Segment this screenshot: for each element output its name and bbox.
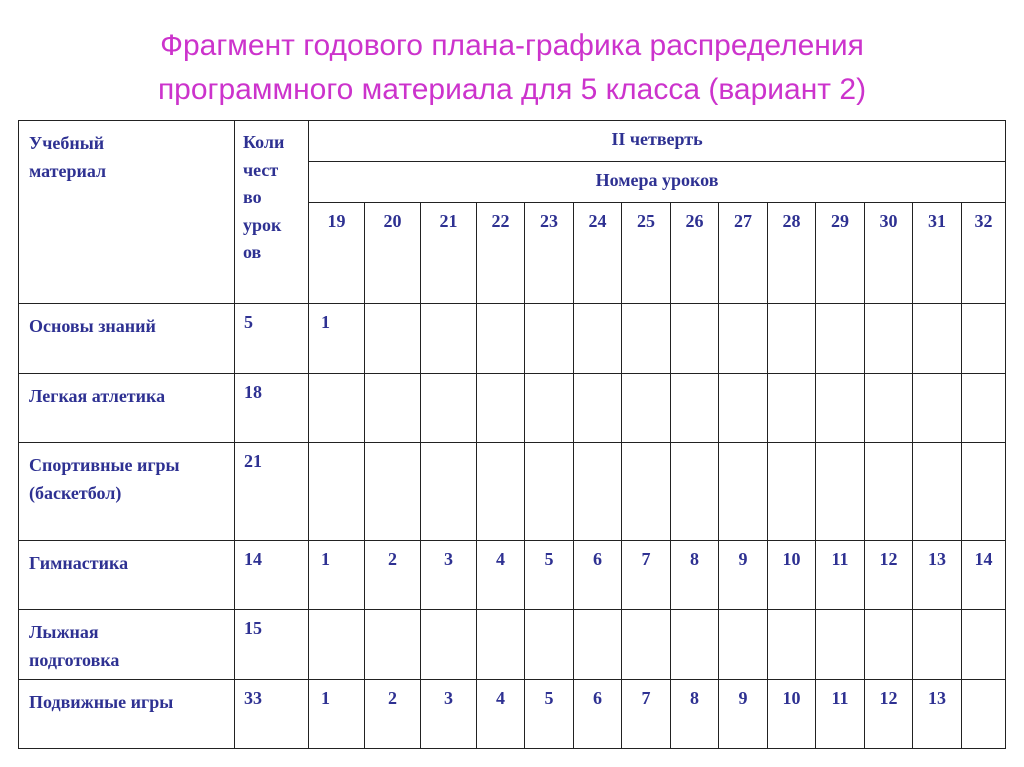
lesson-cell [421,304,477,374]
material-cell [19,443,235,541]
header-quarter: II четверть [309,121,1006,162]
lesson-cell [816,304,865,374]
lesson-cell [574,610,622,680]
lesson-cell [865,374,913,443]
lesson-cell: 2 [365,680,421,749]
lesson-number-cell: 28 [768,203,816,304]
material-line: Лыжная [29,622,99,642]
lesson-cell [477,304,525,374]
header-material-line: Учебный [29,133,105,153]
lesson-cell [365,304,421,374]
lesson-cell: 9 [719,680,768,749]
lesson-cell [622,304,671,374]
material-line: Гимнастика [29,553,129,573]
lesson-cell [816,443,865,541]
lesson-cell [525,374,574,443]
lesson-cell: 8 [671,541,719,610]
lesson-number-cell: 31 [913,203,962,304]
lesson-cell [962,443,1006,541]
lesson-cell [365,443,421,541]
lesson-number-cell: 32 [962,203,1006,304]
lesson-cell [719,374,768,443]
table-row [19,443,1006,541]
lesson-cell [913,610,962,680]
material-cell [19,680,235,749]
lesson-cell: 2 [365,541,421,610]
lesson-cell [768,374,816,443]
lesson-cell [574,304,622,374]
lesson-cell: 7 [622,680,671,749]
table-row [19,374,1006,443]
lesson-cell [309,443,365,541]
material-cell [19,610,235,680]
lesson-cell: 8 [671,680,719,749]
lesson-number-cell: 24 [574,203,622,304]
plan-table [18,120,1006,749]
lesson-cell: 5 [525,680,574,749]
lesson-cell [525,610,574,680]
lesson-cell: 14 [962,541,1006,610]
lesson-cell: 5 [525,541,574,610]
lesson-number-cell: 19 [309,203,365,304]
lesson-cell: 11 [816,680,865,749]
material-line: Основы знаний [29,316,156,336]
lesson-cell: 4 [477,541,525,610]
lesson-cell: 3 [421,541,477,610]
header-quantity-line: ов [243,242,262,262]
lesson-cell: 7 [622,541,671,610]
lesson-cell: 1 [309,541,365,610]
lesson-cell [309,374,365,443]
header-quantity-line: урок [243,214,282,235]
lesson-cell [719,443,768,541]
lesson-cell: 9 [719,541,768,610]
lesson-cell [671,304,719,374]
quantity-cell: 21 [235,443,309,541]
lesson-cell [865,443,913,541]
lesson-cell [768,304,816,374]
quantity-cell: 33 [235,680,309,749]
lesson-cell: 3 [421,680,477,749]
lesson-cell: 13 [913,541,962,610]
material-cell [19,374,235,443]
lesson-number-cell: 22 [477,203,525,304]
lesson-cell: 13 [913,680,962,749]
lesson-cell: 1 [309,304,365,374]
lesson-cell [768,443,816,541]
quantity-cell: 15 [235,610,309,680]
title-line-2: программного материала для 5 класса (вариант 2) [157,73,867,106]
lesson-cell [913,304,962,374]
material-line: Спортивные игры [29,455,180,475]
lesson-cell [913,443,962,541]
lesson-cell [477,610,525,680]
lesson-cell [477,443,525,541]
header-row-quarter [19,121,1006,162]
lesson-cell [913,374,962,443]
lesson-number-cell: 21 [421,203,477,304]
lesson-cell [816,374,865,443]
lesson-cell [719,304,768,374]
lesson-cell [365,610,421,680]
lesson-cell [421,443,477,541]
lesson-number-cell: 26 [671,203,719,304]
header-material [19,121,235,304]
lesson-cell [365,374,421,443]
quantity-cell: 14 [235,541,309,610]
header-quantity-line: во [243,187,262,207]
quantity-cell: 5 [235,304,309,374]
lesson-cell [525,304,574,374]
lesson-number-cell: 30 [865,203,913,304]
material-line: (баскетбол) [29,483,122,503]
lesson-cell [865,610,913,680]
lesson-number-cell: 23 [525,203,574,304]
lesson-cell [962,610,1006,680]
header-quantity-line: Коли [243,132,285,152]
material-cell [19,304,235,374]
lesson-cell [309,610,365,680]
table-row [19,304,1006,374]
lesson-cell [574,443,622,541]
title-line-1: Фрагмент годового плана-графика распределения [160,29,864,62]
lesson-cell: 12 [865,680,913,749]
header-quantity [235,121,309,304]
lesson-cell: 10 [768,541,816,610]
lesson-cell [768,610,816,680]
lesson-cell: 12 [865,541,913,610]
lesson-cell [574,374,622,443]
lesson-cell [962,304,1006,374]
lesson-number-cell: 29 [816,203,865,304]
lesson-cell [622,610,671,680]
header-quantity-line: чест [243,159,279,180]
lesson-cell [671,443,719,541]
lesson-cell [421,374,477,443]
material-line: Подвижные игры [29,692,174,712]
lesson-cell [962,680,1006,749]
table-row [19,541,1006,610]
lesson-cell [477,374,525,443]
material-cell [19,541,235,610]
material-line: подготовка [29,650,120,670]
lesson-cell: 4 [477,680,525,749]
lesson-cell: 11 [816,541,865,610]
header-material-line: материал [29,161,107,181]
lesson-cell [622,374,671,443]
lesson-cell: 6 [574,680,622,749]
header-lesson-numbers: Номера уроков [309,162,1006,203]
lesson-number-cell: 25 [622,203,671,304]
lesson-cell: 10 [768,680,816,749]
table-row [19,610,1006,680]
lesson-cell: 6 [574,541,622,610]
lesson-cell [421,610,477,680]
lesson-cell [671,374,719,443]
lesson-number-cell: 20 [365,203,421,304]
lesson-cell [671,610,719,680]
lesson-cell [622,443,671,541]
lesson-number-cell: 27 [719,203,768,304]
slide-title [0,24,1024,112]
lesson-cell [525,443,574,541]
table-row [19,680,1006,749]
quantity-cell: 18 [235,374,309,443]
lesson-cell [816,610,865,680]
lesson-cell [962,374,1006,443]
lesson-cell [719,610,768,680]
lesson-cell [865,304,913,374]
material-line: Легкая атлетика [29,386,166,406]
lesson-cell: 1 [309,680,365,749]
